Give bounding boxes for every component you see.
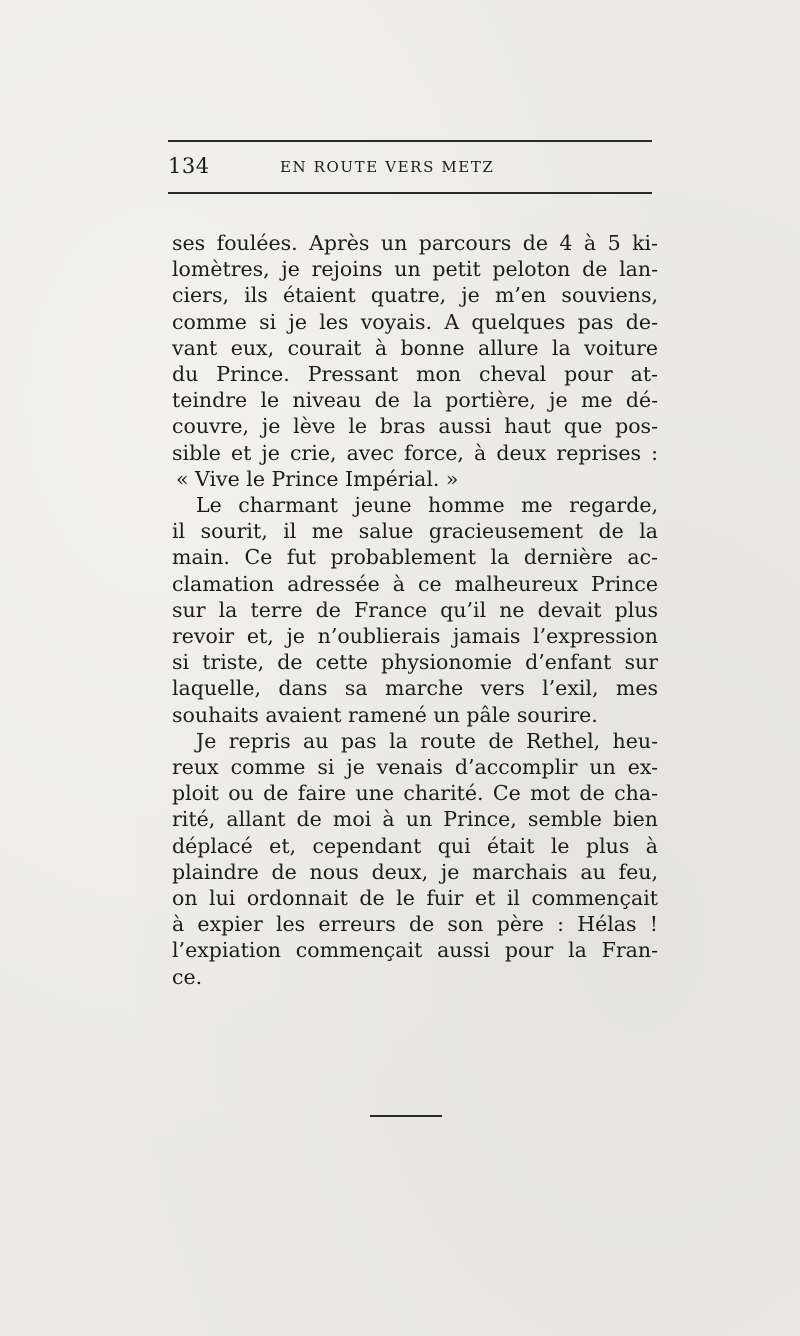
text-line: ploit ou de faire une charité. Ce mot de cha-	[172, 781, 658, 806]
text-line: reux comme si je venais d’accomplir un ex-	[172, 755, 658, 780]
text-line: souhaits avaient ramené un pâle sourire.	[172, 702, 598, 727]
text-line: rité, allant de moi à un Prince, semble bien	[172, 807, 658, 832]
text-line: ciers, ils étaient quatre, je m’en souviens,	[172, 283, 658, 308]
header-top-rule	[168, 140, 652, 142]
text-line: sur la terre de France qu’il ne devait plus	[172, 597, 658, 622]
text-line: l’expiation commençait aussi pour la Fran-	[172, 938, 658, 963]
end-of-chapter-rule	[370, 1115, 442, 1117]
text-line: il sourit, il me salue gracieusement de la	[172, 519, 658, 544]
text-line: main. Ce fut probablement la dernière ac-	[172, 545, 658, 570]
text-line: comme si je les voyais. A quelques pas de-	[172, 309, 658, 334]
text-line: sible et je crie, avec force, à deux reprises :	[172, 440, 658, 465]
body-text	[172, 230, 658, 990]
text-line: teindre le niveau de la portière, je me dé-	[172, 388, 658, 413]
text-line: déplacé et, cependant qui était le plus à	[172, 833, 658, 858]
text-line: lomètres, je rejoins un petit peloton de lan-	[172, 257, 658, 282]
page-number: 134	[168, 154, 210, 178]
paragraph-start-line: Le charmant jeune homme me regarde,	[196, 493, 658, 518]
text-line: ses foulées. Après un parcours de 4 à 5 ki-	[172, 231, 658, 255]
text-line: à expier les erreurs de son père : Hélas !	[172, 912, 658, 937]
text-line: revoir et, je n’oublierais jamais l’expression	[172, 624, 658, 649]
paragraph-start-line: Je repris au pas la route de Rethel, heu-	[196, 728, 658, 753]
text-line: laquelle, dans sa marche vers l’exil, mes	[172, 676, 658, 701]
text-line: si triste, de cette physionomie d’enfant sur	[172, 650, 658, 675]
running-head	[168, 154, 652, 184]
text-line: clamation adressée à ce malheureux Prince	[172, 571, 658, 596]
text-line: ce.	[172, 964, 203, 989]
text-line: plaindre de nous deux, je marchais au feu,	[172, 859, 658, 884]
text-line: couvre, je lève le bras aussi haut que pos-	[172, 414, 658, 439]
text-line: on lui ordonnait de le fuir et il commençait	[172, 886, 658, 911]
header-bottom-rule	[168, 192, 652, 194]
text-line: « Vive le Prince Impérial. »	[176, 466, 459, 491]
text-line: vant eux, courait à bonne allure la voiture	[172, 335, 658, 360]
text-line: du Prince. Pressant mon cheval pour at-	[172, 362, 658, 387]
running-head-title: EN ROUTE VERS METZ	[280, 158, 495, 176]
